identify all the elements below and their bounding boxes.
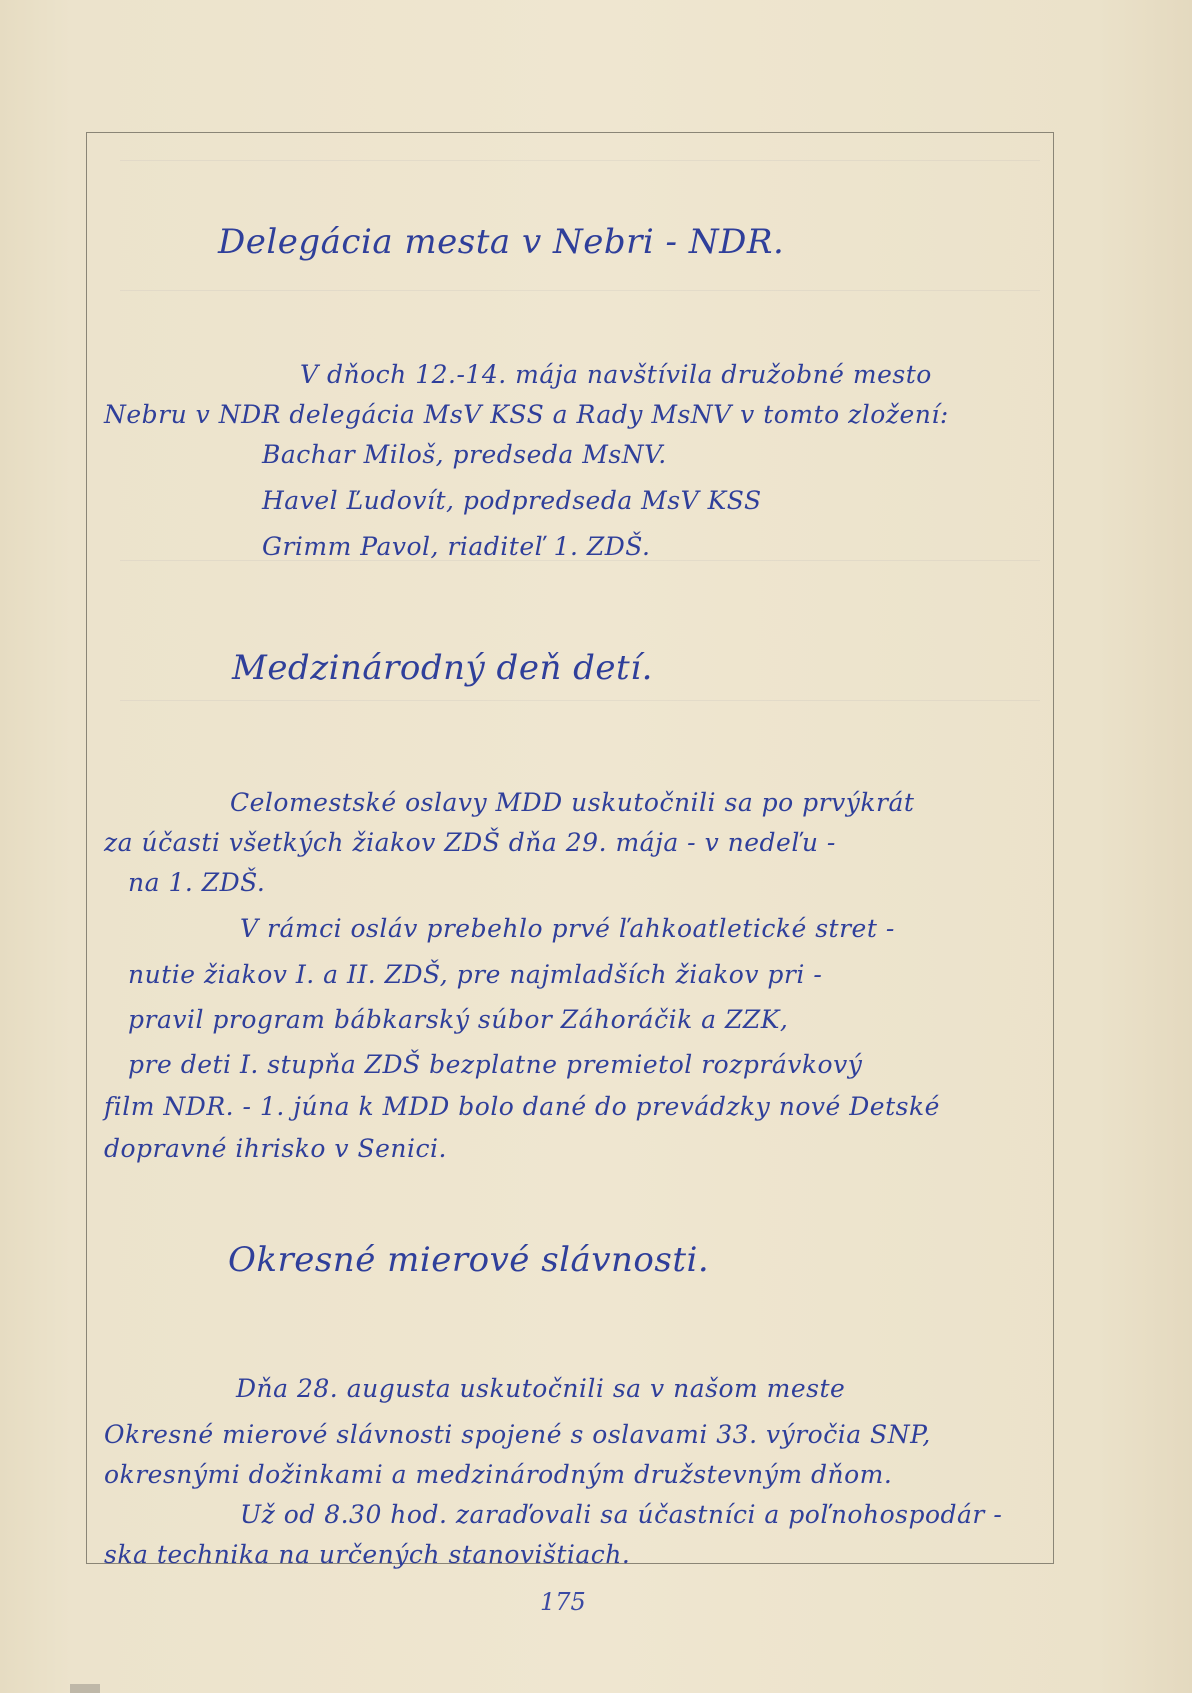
section-heading-delegacia: Delegácia mesta v Nebri - NDR. (218, 222, 785, 262)
text-line: pravil program bábkarský súbor Záhoráčik a ZZK, (128, 1005, 789, 1034)
text-line: film NDR. - 1. júna k MDD bolo dané do prevádzky nové Detské (104, 1092, 940, 1121)
text-line: V dňoch 12.-14. mája navštívila družobné mesto (300, 360, 932, 389)
bleed-through-line (120, 160, 1040, 161)
bleed-through-line (120, 700, 1040, 701)
text-line: Okresné mierové slávnosti spojené s oslavami 33. výročia SNP, (104, 1420, 931, 1449)
text-line: pre deti I. stupňa ZDŠ bezplatne premietol rozprávkový (128, 1050, 863, 1079)
page-number: 175 (540, 1588, 586, 1616)
text-line: V rámci osláv prebehlo prvé ľahkoatletické stret - (240, 914, 895, 943)
text-line: Celomestské oslavy MDD uskutočnili sa po prvýkrát (230, 788, 915, 817)
text-line: Nebru v NDR delegácia MsV KSS a Rady MsNV v tomto zložení: (104, 400, 949, 429)
text-line: Bachar Miloš, predseda MsNV. (262, 440, 667, 469)
text-line: na 1. ZDŠ. (128, 868, 266, 897)
text-line: okresnými dožinkami a medzinárodným družstevným dňom. (104, 1460, 893, 1489)
section-heading-mierove-slavnosti: Okresné mierové slávnosti. (228, 1240, 710, 1280)
text-line: Dňa 28. augusta uskutočnili sa v našom meste (236, 1374, 846, 1403)
text-line: Havel Ľudovít, podpredseda MsV KSS (262, 486, 762, 515)
scan-corner-mark (70, 1684, 100, 1693)
text-line: Grimm Pavol, riaditeľ 1. ZDŠ. (262, 532, 651, 561)
section-heading-mdd: Medzinárodný deň detí. (232, 648, 653, 688)
text-line: ska technika na určených stanovištiach. (104, 1540, 631, 1569)
text-line: Už od 8.30 hod. zaraďovali sa účastníci a poľnohospodár - (240, 1500, 1003, 1529)
text-line: za účasti všetkých žiakov ZDŠ dňa 29. mája - v nedeľu - (104, 828, 836, 857)
text-line: dopravné ihrisko v Senici. (104, 1134, 447, 1163)
text-line: nutie žiakov I. a II. ZDŠ, pre najmladších žiakov pri - (128, 960, 823, 989)
bleed-through-line (120, 290, 1040, 291)
